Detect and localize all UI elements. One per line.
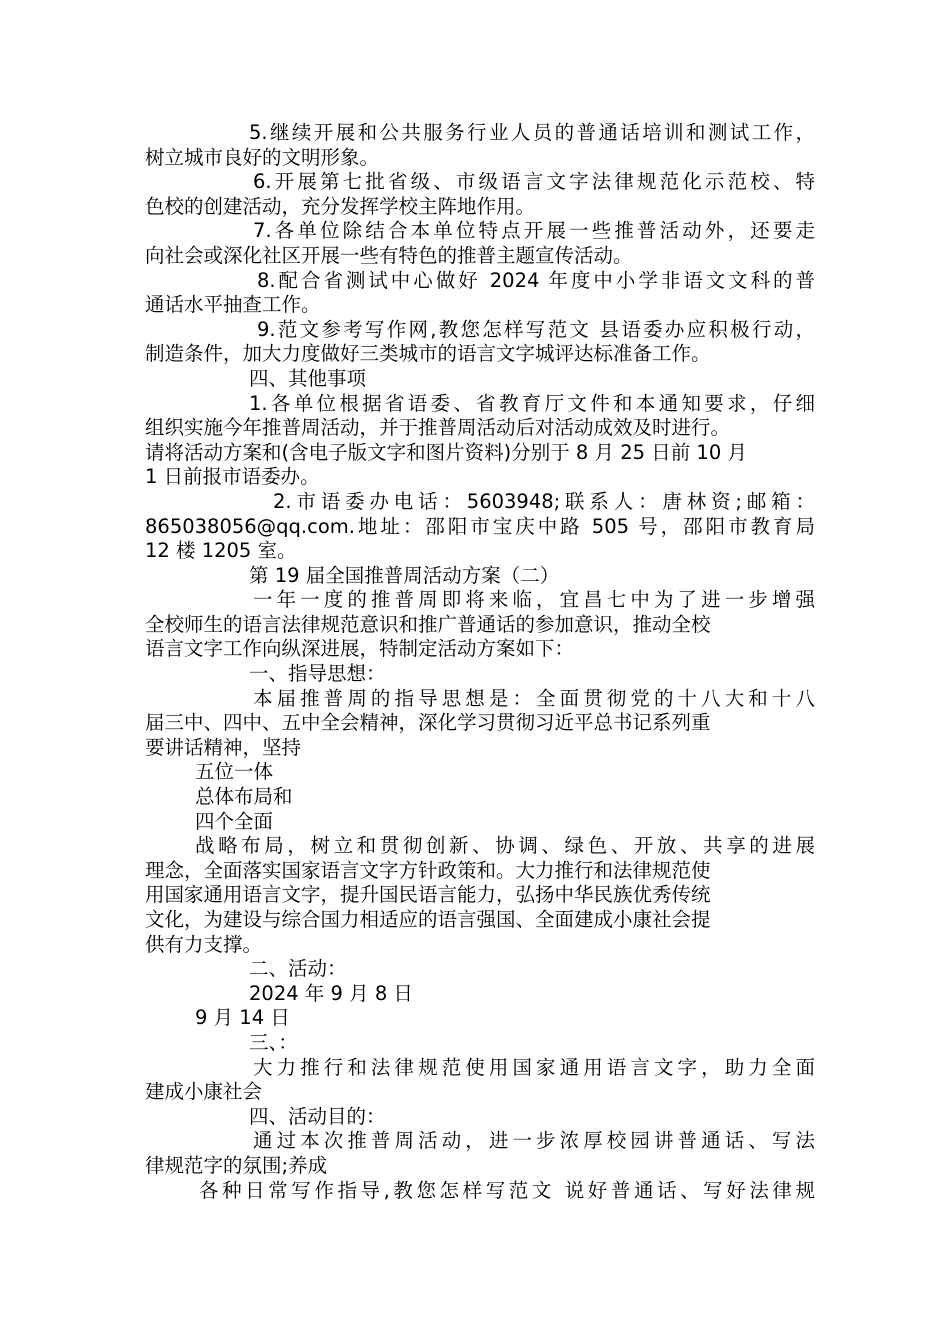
section-heading: 二、活动： (249, 957, 347, 981)
paragraph-line: 组织实施今年推普周活动，并于推普周活动后对活动成效及时进行。 (145, 416, 731, 440)
paragraph-line: 一年一度的推普周即将来临，宜昌七中为了进一步增强 (253, 588, 815, 612)
paragraph-line: 请将活动方案和(含电子版文字和图片资料)分别于 8 月 25 日前 10 月 (145, 440, 747, 464)
paragraph-line: 1.各单位根据省语委、省教育厅文件和本通知要求，仔细 (249, 391, 815, 415)
paragraph-line: 向社会或深化社区开展一些有特色的推普主题宣传活动。 (145, 243, 633, 267)
paragraph-line: 通过本次推普周活动，进一步浓厚校园讲普通话、写法 (253, 1129, 815, 1153)
paragraph-line: 全校师生的语言法律规范意识和推广普通话的参加意识，推动全校 (145, 612, 711, 636)
paragraph-line: 大力推行和法律规范使用国家通用语言文字，助力全面 (253, 1055, 815, 1079)
paragraph-line: 制造条件，加大力度做好三类城市的语言文字城评达标准备工作。 (145, 342, 711, 366)
paragraph-line: 7.各单位除结合本单位特点开展一些推普活动外，还要走 (253, 219, 815, 243)
paragraph-line: 树立城市良好的文明形象。 (145, 145, 380, 169)
paragraph-line: 届三中、四中、五中全会精神，深化学习贯彻习近平总书记系列重 (145, 711, 711, 735)
paragraph-line: 战略布局，树立和贯彻创新、协调、绿色、开放、共享的进展 (195, 834, 815, 858)
date-line: 9 月 14 日 (195, 1006, 290, 1030)
paragraph-line: 865038056@qq.com.地址：邵阳市宝庆中路 505 号，邵阳市教育局 (145, 514, 815, 538)
paragraph-line: 供有力支撑。 (145, 932, 263, 956)
paragraph-line: 色校的创建活动，充分发挥学校主阵地作用。 (145, 194, 536, 218)
paragraph-line: 四个全面 (195, 809, 274, 833)
section-heading: 四、活动目的： (249, 1104, 386, 1128)
paragraph-line: 要讲话精神，坚持 (145, 735, 302, 759)
paragraph-line: 用国家通用语言文字，提升国民语言能力，弘扬中华民族优秀传统 (145, 883, 711, 907)
section-heading: 四、其他事项 (249, 366, 367, 390)
paragraph-line: 总体布局和 (195, 785, 293, 809)
paragraph-line: 文化，为建设与综合国力相适应的语言强国、全面建成小康社会提 (145, 908, 711, 931)
paragraph-line: 语言文字工作向纵深进展，特制定活动方案如下： (145, 637, 575, 661)
paragraph-line: 建成小康社会 (145, 1080, 263, 1104)
paragraph-line: 1 日前报市语委办。 (145, 465, 320, 489)
paragraph-line: 通话水平抽查工作。 (145, 293, 321, 317)
paragraph-line: 5.继续开展和公共服务行业人员的普通话培训和测试工作， (249, 121, 815, 144)
document-body (145, 121, 815, 1203)
paragraph-line: 8.配合省测试中心做好 2024 年度中小学非语文文科的普 (257, 268, 815, 292)
date-line: 2024 年 9 月 8 日 (249, 981, 413, 1005)
paragraph-line: 2.市语委办电话：5603948;联系人：唐林资;邮箱： (273, 489, 815, 513)
paragraph-line: 五位一体 (195, 760, 274, 784)
paragraph-line: 9.范文参考写作网,教您怎样写范文 县语委办应积极行动， (257, 317, 815, 341)
section-heading: 一、指导思想： (249, 662, 386, 686)
section-heading: 三、： (249, 1030, 298, 1054)
document-subtitle: 第 19 届全国推普周活动方案（二） (249, 563, 560, 587)
paragraph-line: 12 楼 1205 室。 (145, 539, 297, 563)
paragraph-line: 律规范字的氛围;养成 (145, 1153, 328, 1177)
paragraph-line: 各种日常写作指导,教您怎样写范文 说好普通话、写好法律规 (199, 1178, 815, 1202)
paragraph-line: 6.开展第七批省级、市级语言文字法律规范化示范校、特 (253, 170, 815, 194)
paragraph-line: 理念，全面落实国家语言文字方针政策和。大力推行和法律规范使 (145, 858, 711, 882)
paragraph-line: 本届推普周的指导思想是：全面贯彻党的十八大和十八 (253, 686, 815, 710)
